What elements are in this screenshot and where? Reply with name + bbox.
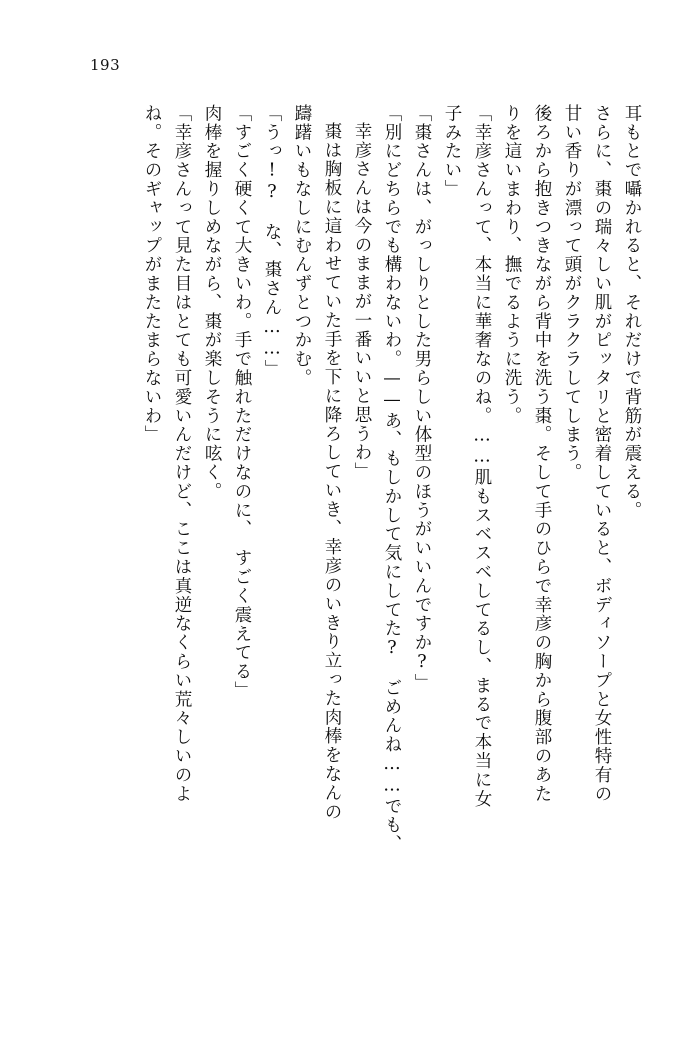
page-number: 193 (90, 56, 121, 74)
text-column: 棗は胸板に這わせていた手を下に降ろしていき、幸彦のいきり立った肉棒をなんの (322, 122, 342, 822)
text-column: 子みたい」 (442, 104, 462, 199)
text-column: 「うっ!? な、棗さん……」 (262, 104, 282, 379)
text-column: 耳もとで囁かれると、それだけで背筋が震える。 (622, 104, 642, 520)
text-column: 肉棒を握りしめながら、棗が楽しそうに呟く。 (202, 104, 222, 501)
text-column: 「幸彦さんって見た目はとても可愛いんだけど、ここは真逆なくらい荒々しいのよ (172, 104, 192, 804)
text-column: 幸彦さんは今のままが一番いいと思うわ」 (352, 122, 372, 482)
text-column: 「すごく硬くて大きいわ。手で触れただけなのに、 すごく震えてる」 (232, 104, 252, 701)
text-column: ね。そのギャップがまたたまらないわ」 (142, 104, 162, 445)
text-column: りを這いまわり、撫でるように洗う。 (502, 104, 522, 426)
text-column: 躊躇いもなしにむんずとつかむ。 (292, 104, 312, 388)
text-column: 後ろから抱きつきながら背中を洗う棗。そして手のひらで幸彦の胸から腹部のあた (532, 104, 552, 804)
text-column: さらに、棗の瑞々しい肌がピッタリと密着していると、ボディソープと女性特有の (592, 104, 612, 804)
text-column: 「別にどちらでも構わないわ。——あ、もしかして気にしてた? ごめんね……でも、 (382, 104, 402, 854)
text-column: 甘い香りが漂って頭がクラクラしてしまう。 (562, 104, 582, 482)
text-column: 「幸彦さんって、本当に華奢なのね。……肌もスベスベしてるし、まるで本当に女 (472, 104, 492, 809)
vertical-text-body (68, 104, 640, 984)
text-column: 「棗さんは、がっしりとした男らしい体型のほうがいいんですか?」 (412, 104, 432, 693)
